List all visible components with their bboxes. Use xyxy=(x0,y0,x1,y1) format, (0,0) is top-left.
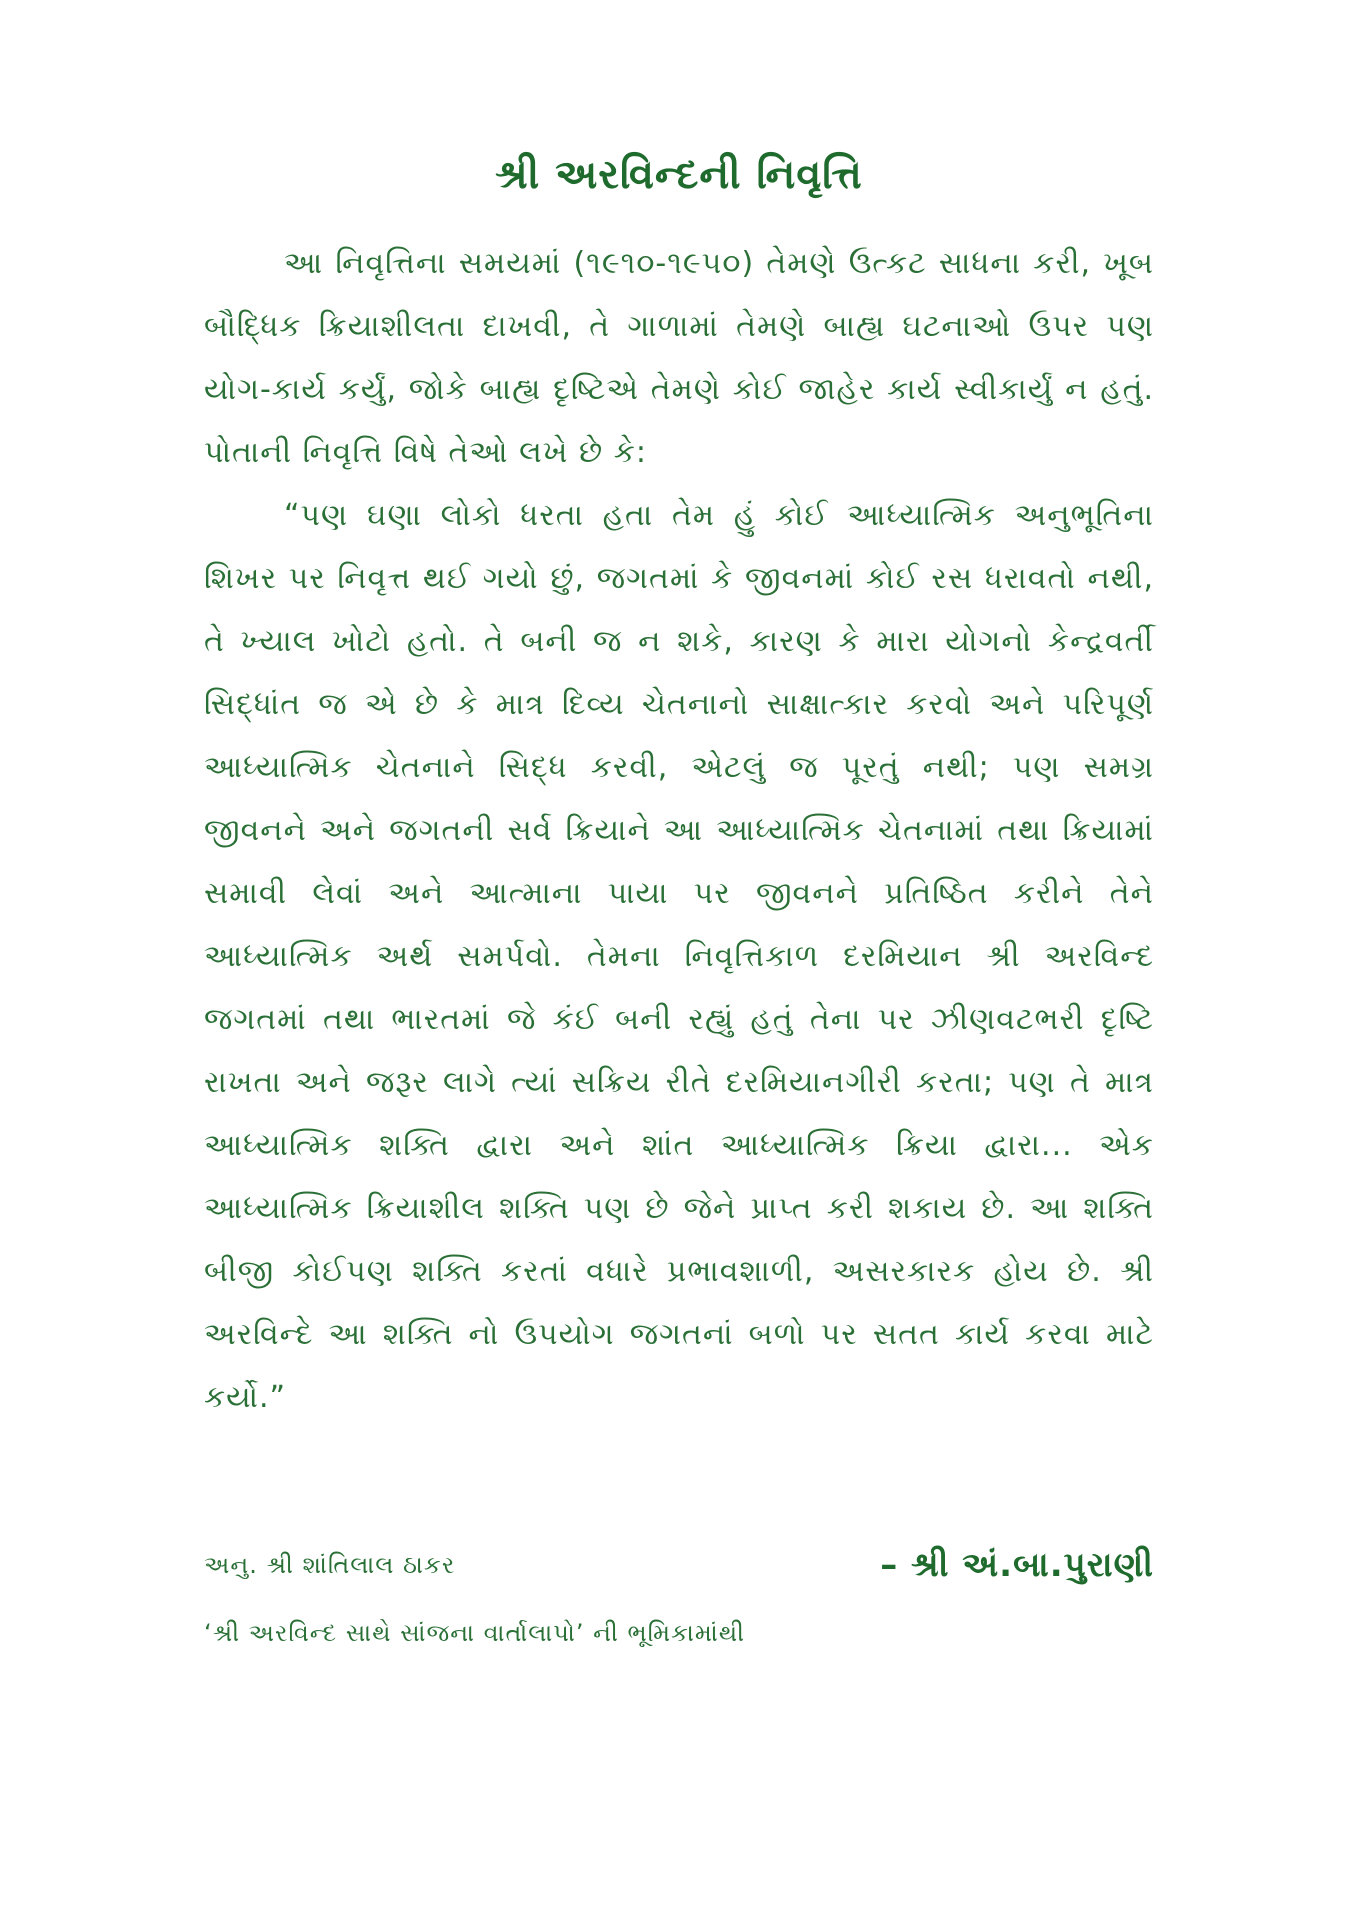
paragraph-quote: “પણ ઘણા લોકો ધરતા હતા તેમ હું કોઈ આધ્યાત્મિક અનુભૂતિના શિખર પર નિવૃત્ત થઈ ગયો છું, જગતમાં કે જીવનમાં કોઈ રસ ધરાવતો નથી, તે ખ્યાલ ખોટો હતો. તે બની જ ન શકે, કારણ કે મારા યોગનો કેન્દ્રવર્તી સિદ્ધાંત જ એ છે કે માત્ર દિવ્ય ચેતનાનો સાક્ષાત્કાર કરવો અને પરિપૂર્ણ આધ્યાત્મિક ચેતનાને સિદ્ધ કરવી, એટલું જ પૂરતું નથી; પણ સમગ્ર જીવનને અને જગતની સર્વ ક્રિયાને આ આધ્યાત્મિક ચેતનામાં તથા ક્રિયામાં સમાવી લેવાં અને આત્માના પાયા પર જીવનને પ્રતિષ્ઠિત કરીને તેને આધ્યાત્મિક અર્થ સમર્પવો. તેમના નિવૃત્તિકાળ દરમિયાન શ્રી અરવિન્દ જગતમાં તથા ભારતમાં જે કંઈ બની રહ્યું હતું તેના પર ઝીણવટભરી દૃષ્ટિ રાખતા અને જરૂર લાગે ત્યાં સક્રિય રીતે દરમિયાનગીરી કરતા; પણ તે માત્ર આધ્યાત્મિક શક્તિ દ્વારા અને શાંત આધ્યાત્મિક ક્રિયા દ્વારા... એક આધ્યાત્મિક ક્રિયાશીલ શક્તિ પણ છે જેને પ્રાપ્ત કરી શકાય છે. આ શક્તિ બીજી કોઈપણ શક્તિ કરતાં વધારે પ્રભાવશાળી, અસરકારક હોય છે. શ્રી અરવિન્દે આ શક્તિ નો ઉપયોગ જગતનાં બળો પર સતત કાર્ય કરવા માટે કર્યો.” xyxy=(204,498,1154,1415)
footer xyxy=(204,1545,1154,1647)
source-note: ‘શ્રી અરવિન્દ સાથે સાંજના વાર્તાલાપો’ ની ભૂમિકામાંથી xyxy=(204,1619,745,1647)
paragraph-intro: આ નિવૃત્તિના સમયમાં (૧૯૧૦-૧૯૫૦) તેમણે ઉત્કટ સાધના કરી, ખૂબ બૌદ્ધિક ક્રિયાશીલતા દાખવી, તે ગાળામાં તેમણે બાહ્ય ઘટનાઓ ઉપર પણ યોગ-કાર્ય કર્યું, જોકે બાહ્ય દૃષ્ટિએ તેમણે કોઈ જાહેર કાર્ય સ્વીકાર્યું ન હતું. પોતાની નિવૃત્તિ વિષે તેઓ લખે છે કે: xyxy=(204,246,1154,470)
translator-credit: અનુ. શ્રી શાંતિલાલ ઠાકર xyxy=(204,1551,456,1579)
page-title: શ્રી અરવિન્દની નિવૃત્તિ xyxy=(495,152,863,198)
footer-credits-row xyxy=(204,1545,1154,1585)
author-credit: – શ્રી અં.બા.પુરાણી xyxy=(880,1545,1154,1585)
body-text xyxy=(204,232,1154,1429)
